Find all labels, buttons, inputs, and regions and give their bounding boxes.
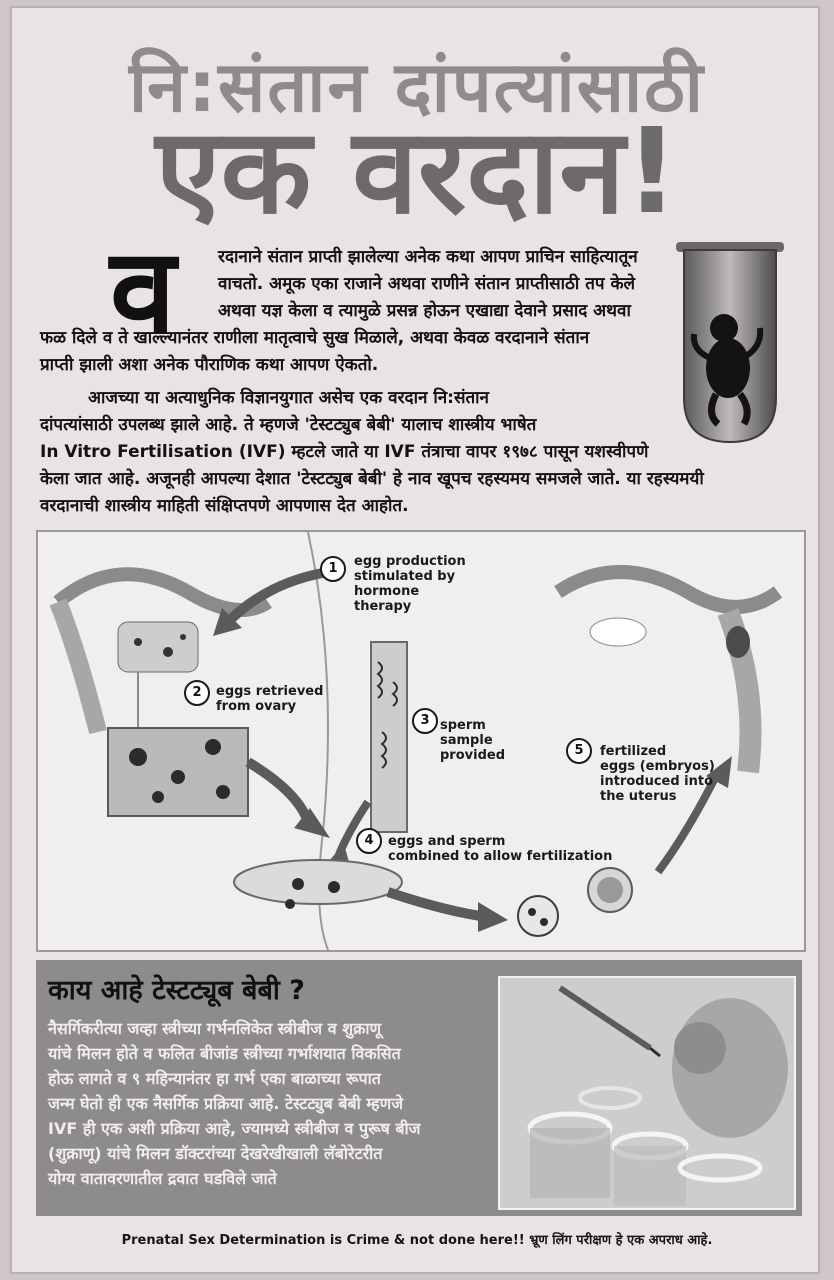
lab-photo (498, 976, 796, 1210)
info-box (36, 960, 802, 1216)
intro-line: वरदानाची शास्त्रीय माहिती संक्षिप्तपणे आपणास देत आहोत. (40, 496, 409, 516)
test-tube-baby-illustration (670, 238, 790, 448)
intro-line: रदानाने संतान प्राप्ती झालेल्या अनेक कथा आपण प्राचिन साहित्यातून (218, 247, 638, 267)
intro-line: आजच्या या अत्याधुनिक विज्ञानयुगात असेच एक वरदान नि:संतान (88, 388, 489, 408)
step-2-label: eggs retrieved from ovary (216, 684, 324, 714)
step-3-number: 3 (412, 708, 438, 734)
step-4-label: eggs and sperm combined to allow fertilization (388, 834, 613, 864)
intro-line: प्राप्ती झाली अशा अनेक पौराणिक कथा आपण ऐकतो. (40, 355, 379, 375)
step-5-number: 5 (566, 738, 592, 764)
step-1-label: egg production stimulated by hormone therapy (354, 554, 466, 614)
ivf-process-diagram (36, 530, 806, 952)
headline-line1: नि:संतान दांपत्यांसाठी (129, 46, 705, 128)
step-4-number: 4 (356, 828, 382, 854)
intro-line: फळ दिले व ते खाल्ल्यानंतर राणीला मातृत्वाचे सुख मिळाले, अथवा केवळ वरदानाने संतान (40, 328, 590, 348)
headline-line2: एक वरदान! (155, 102, 679, 240)
intro-line: अथवा यज्ञ केला व त्यामुळे प्रसन्न होऊन एखाद्या देवाने प्रसाद अथवा (218, 301, 631, 321)
step-2-number: 2 (184, 680, 210, 706)
intro-line: वाचतो. अमूक एका राजाने अथवा राणीने संतान प्राप्तीसाठी तप केले (218, 274, 636, 294)
step-3-label: sperm sample provided (440, 718, 506, 763)
info-title: काय आहे टेस्टट्यूब बेबी ? (48, 975, 305, 1006)
info-text: नैसर्गिकरीत्या जव्हा स्त्रीच्या गर्भनलिकेत स्त्रीबीज व शुक्राणू यांचे मिलन होते व फलित बीजांड स्त्रीच्या गर्भाशयात विकसित होऊ लागते व ९ महिन्यानंतर हा गर्भ एका बाळाच्या रूपात जन्म घेतो ही एक नैसर्गिक प्रक्रिया आहे. टेस्टट्युब बेबी म्हणजे IVF ही एक अशी प्रक्रिया आहे, ज्यामध्ये स्त्रीबीज व पुरूष बीज (शुक्राणू) यांचे मिलन डॉक्टरांच्या देखरेखीखाली लॅबोरेटरीत योग्य वातावरणातील द्रवात घडविले जाते (48, 1019, 421, 1188)
lab-photo-graphics (500, 978, 794, 1208)
intro-line: केला जात आहे. अजूनही आपल्या देशात 'टेस्टट्युब बेबी' हे नाव खूपच रहस्यमय समजले जाते. या रहस्यमयी (40, 469, 704, 489)
step-1-number: 1 (320, 556, 346, 582)
footer-disclaimer: Prenatal Sex Determination is Crime & not done here!! भ्रूण लिंग परीक्षण हे एक अपराध आहे. (121, 1233, 713, 1248)
step-5-label: fertilized eggs (embryos) introduced into the uterus (600, 744, 715, 804)
dropcap-letter: व (110, 222, 176, 360)
intro-line: In Vitro Fertilisation (IVF) म्हटले जाते या IVF तंत्राचा वापर १९७८ पासून यशस्वीपणे (40, 442, 649, 462)
intro-line: दांपत्यांसाठी उपलब्ध झाले आहे. ते म्हणजे 'टेस्टट्युब बेबी' यालाच शास्त्रीय भाषेत (40, 415, 537, 435)
